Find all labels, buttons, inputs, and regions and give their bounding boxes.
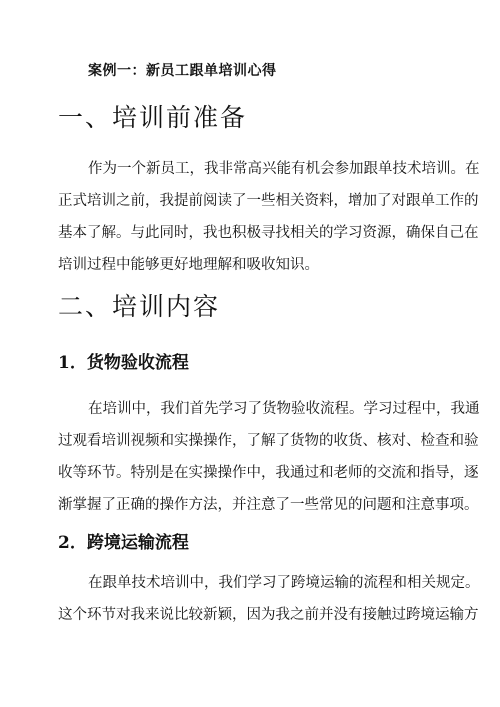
paragraph-line: 过观看培训视频和实操操作，了解了货物的收货、核对、检查和验 (58, 433, 479, 449)
section-paragraph-preparation (58, 153, 480, 281)
paragraph-line: 正式培训之前，我提前阅读了一些相关资料，增加了对跟单工作的 (58, 193, 479, 209)
paragraph-line: 作为一个新员工，我非常高兴能有机会参加跟单技术培训。在 (88, 161, 480, 177)
paragraph-line: 这个环节对我来说比较新颖，因为我之前并没有接触过跨境运输方 (58, 607, 479, 623)
paragraph-line: 培训过程中能够更好地理解和吸收知识。 (58, 257, 319, 273)
paragraph-line: 收等环节。特别是在实操操作中，我通过和老师的交流和指导，逐 (58, 465, 479, 481)
paragraph-line: 在跟单技术培训中，我们学习了跨境运输的流程和相关规定。 (88, 575, 480, 591)
subsection-heading-inspection: 1．货物验收流程 (58, 353, 189, 373)
subsection-paragraph-transport (58, 567, 480, 631)
paragraph-line: 基本了解。与此同时，我也积极寻找相关的学习资源，确保自己在 (58, 225, 479, 241)
paragraph-line: 在培训中，我们首先学习了货物验收流程。学习过程中，我通 (88, 401, 480, 417)
paragraph-line: 渐掌握了正确的操作方法，并注意了一些常见的问题和注意事项。 (58, 497, 479, 513)
section-heading-content: 二、培训内容 (58, 292, 221, 321)
section-heading-preparation: 一、培训前准备 (58, 103, 248, 132)
document-title: 案例一：新员工跟单培训心得 (88, 63, 277, 79)
subsection-paragraph-inspection (58, 393, 480, 521)
subsection-heading-transport: 2．跨境运输流程 (58, 533, 189, 553)
